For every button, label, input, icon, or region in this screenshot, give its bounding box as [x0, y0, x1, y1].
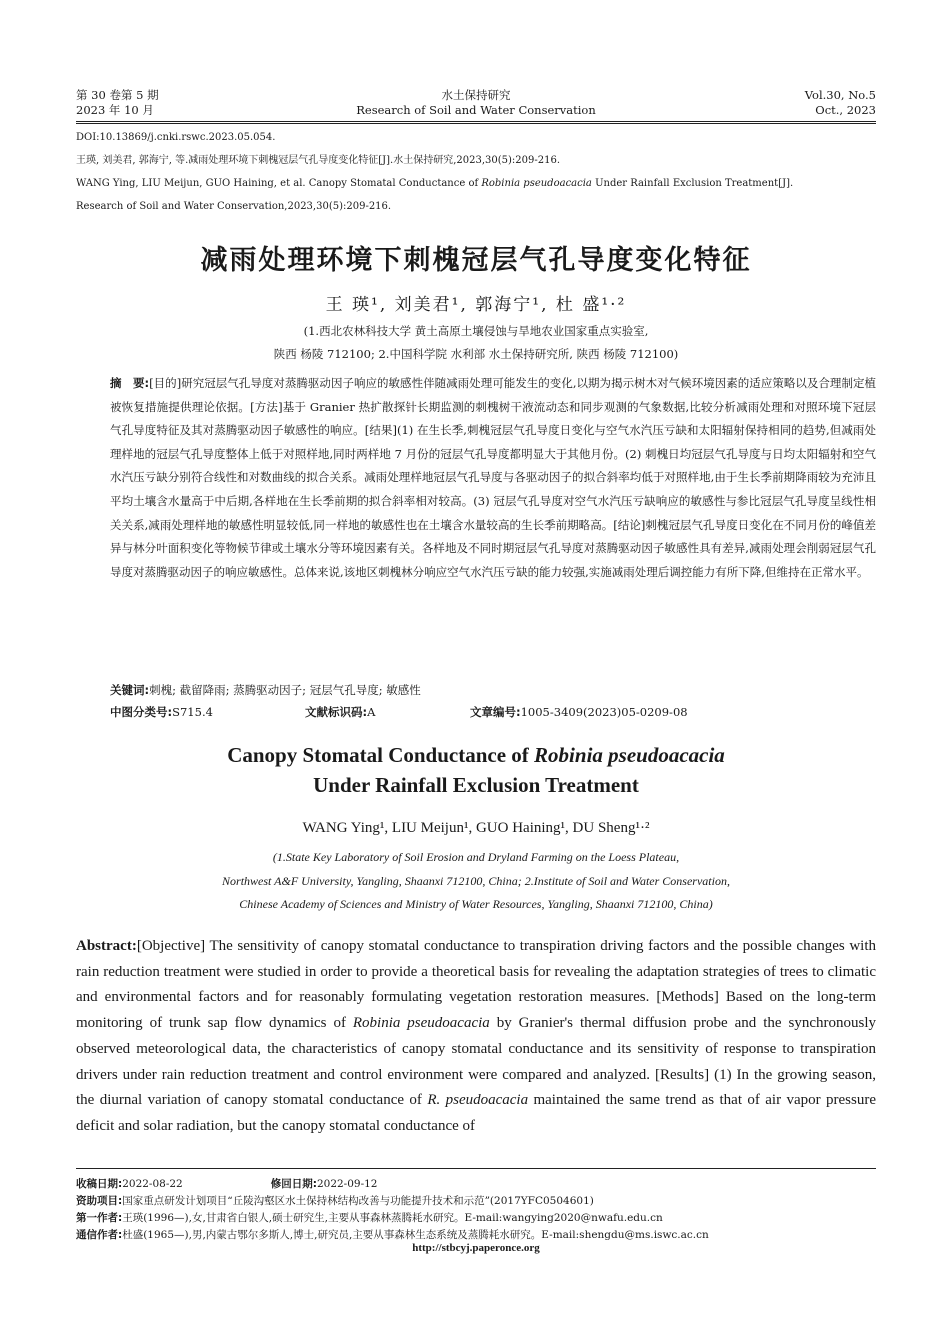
corresponding-label: 通信作者: [76, 1229, 123, 1241]
citation-en-part: Under Rainfall Exclusion Treatment[J]. [591, 178, 794, 189]
fund-row [76, 1193, 876, 1210]
received-date: 2022-08-22 [122, 1178, 183, 1190]
volume-zh: 第 30 卷第 5 期 [76, 88, 159, 102]
title-en-line2: Under Rainfall Exclusion Treatment [313, 773, 639, 797]
title-en-part: Canopy Stomatal Conductance of [227, 743, 535, 767]
first-author-label: 第一作者: [76, 1212, 123, 1224]
abstract-en-text: [Objective] The sensitivity of canopy stomatal conductance to transpiration driving factors and the possible changes with rain reduction treatment were studied in order to provide a theoretical basis for revealing the adaptation strategies of trees to climatic and environmental factors and for reasonably formulating vegetation restoration measures. [Methods] Based on the long-term monitoring of trunk sap flow dynamics of [76, 938, 876, 1032]
received-label: 收稿日期: [76, 1178, 123, 1190]
keywords-zh-text: 刺槐; 截留降雨; 蒸腾驱动因子; 冠层气孔导度; 敏感性 [149, 683, 421, 697]
title-en [76, 740, 876, 800]
abstract-en-label: Abstract: [76, 938, 137, 954]
fund-text: 国家重点研发计划项目“丘陵沟壑区水土保持林结构改善与功能提升技术和示范”(2017YFC0504601) [122, 1195, 594, 1207]
header-center [76, 88, 876, 118]
document-label: 文献标识码: [305, 705, 368, 719]
abstract-en-text: by Granier's thermal diffusion probe and the synchronously observed meteorological data, the characteristics of canopy stomatal conductance and its sensitivity of response to transpiration drivers under rain reduction treatment and control environment were compared and analyzed. [Results] (1) In the growing season, the diurnal variation of canopy stomatal conductance of [76, 1015, 876, 1109]
abstract-en-species: Robinia pseudoacacia [352, 1015, 490, 1032]
affiliation-en [76, 846, 876, 917]
journal-zh: 水土保持研究 [441, 88, 511, 102]
header-right [805, 88, 876, 118]
affiliation-zh-line: (1.西北农林科技大学 黄土高原土壤侵蚀与旱地农业国家重点实验室, [303, 324, 649, 338]
citation-en-line2: Research of Soil and Water Conservation,2023,30(5):209-216. [76, 201, 392, 212]
doi: DOI:10.13869/j.cnki.rswc.2023.05.054. [76, 132, 276, 143]
citation-species: Robinia pseudoacacia [481, 178, 592, 189]
running-header [76, 88, 876, 122]
revised-label: 修回日期: [270, 1178, 317, 1190]
article-number [470, 702, 688, 722]
footnote-rule [76, 1168, 876, 1169]
date-zh: 2023 年 10 月 [76, 103, 154, 117]
abstract-en [76, 934, 876, 1140]
authors-en: WANG Ying¹, LIU Meijun¹, GUO Haining¹, DU Sheng¹·² [302, 820, 650, 836]
citation-en-line1 [76, 172, 876, 195]
first-author-row [76, 1210, 876, 1227]
article-label: 文章编号: [470, 705, 521, 719]
title-zh: 减雨处理环境下刺槐冠层气孔导度变化特征 [200, 245, 752, 276]
citation-zh: 王瑛, 刘美君, 郭海宁, 等.减雨处理环境下刺槐冠层气孔导度变化特征[J].水土保持研究,2023,30(5):209-216. [76, 155, 561, 166]
document-value: A [367, 705, 376, 719]
document-code [305, 702, 375, 722]
volume-en: Vol.30, No.5 [804, 88, 876, 102]
clc-code [110, 702, 213, 722]
date-en: Oct., 2023 [815, 103, 876, 117]
clc-value: S715.4 [172, 705, 213, 719]
affiliation-zh-line: 陕西 杨陵 712100; 2.中国科学院 水利部 水土保持研究所, 陕西 杨陵 712100) [273, 347, 679, 361]
authors-zh: 王 瑛¹, 刘美君¹, 郭海宁¹, 杜 盛¹·² [325, 295, 627, 315]
abstract-en-species: R. pseudoacacia [427, 1092, 529, 1109]
abstract-zh-text: [目的]研究冠层气孔导度对蒸腾驱动因子响应的敏感性伴随减雨处理可能发生的变化,以期为揭示树木对气候环境因素的适应策略以及合理制定植被恢复措施提供理论依据。[方法]基于 Granier 热扩散探针长期监测的刺槐树干液流动态和同步观测的气象数据,比较分析减雨处理和对照环境下冠层气孔导度特征及其对蒸腾驱动因子敏感性的响应。[结果](1) 在生长季,刺槐冠层气孔导度日变化与空气水汽压亏缺和太阳辐射保持相同的趋势,但减雨处理样地的冠层气孔导度整体上低于对照样地,同时两样地 7 月份的冠层气孔导度都明显大于其他月份。(2) 刺槐日均冠层气孔导度与日均太阳辐射和空气水汽压亏缺分别符合线性和对数曲线的拟合关系。减雨处理样地冠层气孔导度与各驱动因子的拟合斜率均低于对照样地,由于生长季前期降雨较为充沛且平均土壤含水量高于中后期,各样地在生长季前期的拟合斜率相对较高。(3) 冠层气孔导度对空气水汽压亏缺响应的敏感性与参比冠层气孔导度呈线性相关关系,减雨处理样地的敏感性明显较低,同一样地的敏感性也在土壤含水量较高的生长季前期略高。[结论]刺槐冠层气孔导度日变化在不同月份的峰值差异与林分叶面积变化等物候节律或土壤水分等环境因素有关。各样地及不同时期冠层气孔导度对蒸腾驱动因子敏感性具有差异,减雨处理会削弱冠层气孔导度对蒸腾驱动因子的响应敏感性。总体来说,该地区刺槐林分响应空气水汽压亏缺的能力较强,实施减雨处理后调控能力有所下降,但维持在正常水平。 [110, 376, 876, 579]
clc-label: 中图分类号: [110, 705, 173, 719]
affiliation-en-line: Chinese Academy of Sciences and Ministry of Water Resources, Yangling, Shaanxi 712100, China) [239, 897, 713, 911]
header-rule-top [76, 121, 876, 122]
dates-row [76, 1176, 876, 1193]
footnotes [76, 1176, 876, 1244]
journal-page [76, 0, 876, 1333]
title-en-species: Robinia pseudoacacia [534, 743, 725, 767]
journal-en: Research of Soil and Water Conservation [356, 103, 596, 117]
title-en-line1 [76, 740, 876, 770]
citation-block [76, 126, 876, 218]
affiliation-en-line: (1.State Key Laboratory of Soil Erosion and Dryland Farming on the Loess Plateau, [272, 850, 680, 864]
corresponding-text: 杜盛(1965—),男,内蒙古鄂尔多斯人,博士,研究员,主要从事森林生态系统及蒸腾耗水研究。E-mail:shengdu@ms.iswc.ac.cn [122, 1229, 709, 1241]
abstract-zh-label: 摘 要: [110, 376, 150, 390]
keywords-zh-label: 关键词: [110, 683, 150, 697]
abstract-zh [110, 372, 876, 584]
keywords-zh [110, 680, 876, 700]
citation-en-part: WANG Ying, LIU Meijun, GUO Haining, et al. Canopy Stomatal Conductance of [76, 178, 482, 189]
fund-label: 资助项目: [76, 1195, 123, 1207]
article-value: 1005-3409(2023)05-0209-08 [520, 705, 688, 719]
affiliation-en-line: Northwest A&F University, Yangling, Shaanxi 712100, China; 2.Institute of Soil and Water Conservation, [222, 873, 730, 888]
revised-date: 2022-09-12 [316, 1178, 378, 1190]
journal-url[interactable]: http://stbcyj.paperonce.org [412, 1242, 540, 1254]
affiliation-zh [76, 320, 876, 366]
header-rule-bottom [76, 123, 876, 124]
first-author-text: 王瑛(1996—),女,甘肃省白银人,硕士研究生,主要从事森林蒸腾耗水研究。E-mail:wangying2020@nwafu.edu.cn [122, 1212, 663, 1224]
abstract-en-text: maintained the same trend as that of air vapor pressure deficit and solar radiation, but the canopy stomatal conductance of [76, 1092, 877, 1134]
